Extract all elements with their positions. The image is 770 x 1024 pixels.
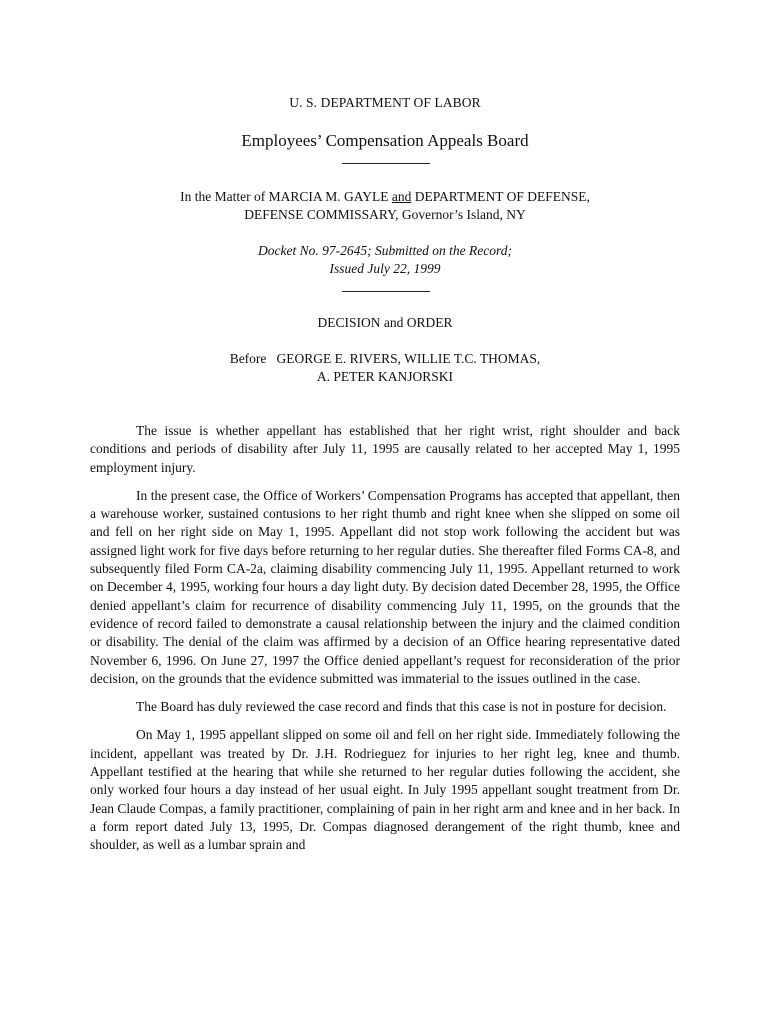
case-matter-prefix: In the Matter of MARCIA M. GAYLE [180,189,392,204]
panel-members [0,350,770,386]
docket-info [0,242,770,278]
decision-title: DECISION and ORDER [317,315,453,330]
docket-line-2: Issued July 22, 1999 [329,261,441,276]
case-matter-suffix: DEPARTMENT OF DEFENSE, [411,189,590,204]
paragraph: The Board has duly reviewed the case record and finds that this case is not in posture for decision. [136,699,667,715]
case-matter-and: and [391,189,412,204]
docket-line-1: Docket No. 97-2645; Submitted on the Record; [257,243,513,258]
department-heading: U. S. DEPARTMENT OF LABOR [289,95,481,110]
case-matter-line-1 [0,188,770,206]
decision-body [90,422,680,865]
divider-rule [342,291,430,292]
case-matter-line-2: DEFENSE COMMISSARY, Governor’s Island, NY [244,207,526,222]
paragraph: The issue is whether appellant has established that her right wrist, right shoulder and back conditions and periods of disability after July 11, 1995 are causally related to her accepted May 1, 1995 employment injury. [90,423,680,475]
paragraph: On May 1, 1995 appellant slipped on some oil and fell on her right side. Immediately following the incident, appellant was treated by Dr. J.H. Rodrieguez for injuries to her right leg, knee and thumb. Appellant testified at the hearing that while she returned to her regular duties following the accident, she only worked four hours a day instead of her usual eight. In July 1995 appellant sought treatment from Dr. Jean Claude Compas, a family practitioner, complaining of pain in her right arm and knee and in her back. In a form report dated July 13, 1995, Dr. Compas diagnosed derangement of the right thumb, knee and shoulder, as well as a lumbar sprain and [90,727,680,853]
case-matter [0,188,770,224]
panel-line-1: Before GEORGE E. RIVERS, WILLIE T.C. THOMAS, [229,351,541,366]
paragraph: In the present case, the Office of Workers’ Compensation Programs has accepted that appellant, then a warehouse worker, sustained contusions to her right thumb and right knee when she slipped on some oil and fell on her right side on May 1, 1995. Appellant did not stop work following the accident but was assigned light work for five days before returning to her regular duties. She thereafter filed Forms CA-8, and subsequently filed Form CA-2a, claiming disability commencing July 11, 1995. Appellant returned to work on December 4, 1995, working four hours a day light duty. By decision dated December 28, 1995, the Office denied appellant’s claim for recurrence of disability commencing July 11, 1995, on the grounds that the evidence of record failed to demonstrate a causal relationship between the injury and the claimed condition or disability. The denial of the claim was affirmed by a decision of an Office hearing representative dated November 6, 1996. On June 27, 1997 the Office denied appellant’s request for reconsideration of the prior decision, on the grounds that the evidence submitted was immaterial to the issues outlined in the case. [90,487,680,686]
board-title: Employees’ Compensation Appeals Board [241,131,529,150]
panel-line-2: A. PETER KANJORSKI [316,369,454,384]
divider-rule [342,163,430,164]
